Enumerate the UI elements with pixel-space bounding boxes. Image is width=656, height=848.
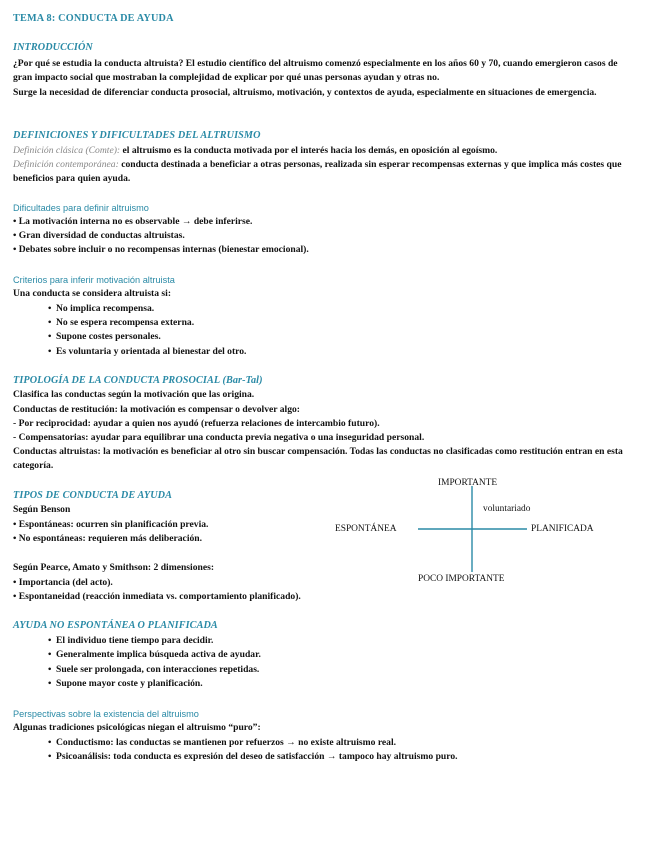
planned-help-heading: AYUDA NO ESPONTÁNEA O PLANIFICADA xyxy=(13,620,218,631)
modern-definition-label: Definición contemporánea: xyxy=(13,159,119,170)
types-line: Según Benson xyxy=(13,504,71,515)
planned-help-item: • Supone mayor coste y planificación. xyxy=(56,677,203,691)
typology-line: Conductas altruistas: la motivación es beneficiar al otro sin buscar compensación. Todas las conductas no clasificadas como restitución entran en esta categoría. xyxy=(13,446,623,472)
perspective-item: • Psicoanálisis: toda conducta es expresión del deseo de satisfacción → tampoco hay altruismo puro. xyxy=(56,750,458,764)
typology-heading: TIPOLOGÍA DE LA CONDUCTA PROSOCIAL (Bar-Tal) xyxy=(13,375,263,386)
quadrant-diagram xyxy=(330,470,630,595)
intro-paragraph-1: ¿Por qué se estudia la conducta altruista? El estudio científico del altruismo comenzó especialmente en los años 60 y 70, cuando emergieron casos de gran impacto social que mostraban la complejidad de explicar por qué unas personas ayudan y otras no. xyxy=(13,58,618,84)
criteria-item: • No implica recompensa. xyxy=(56,302,154,316)
axis-label-bottom: POCO IMPORTANTE xyxy=(418,574,505,584)
criteria-item: • Supone costes personales. xyxy=(56,330,161,344)
classic-definition xyxy=(13,144,638,158)
types-line: • No espontáneas: requieren más deliberación. xyxy=(13,533,203,544)
definitions-heading: DEFINICIONES Y DIFICULTADES DEL ALTRUISMO xyxy=(13,130,261,141)
typology-line: - Por reciprocidad: ayudar a quien nos ayudó (refuerza relaciones de intercambio futuro). xyxy=(13,418,380,429)
perspectives-lead: Algunas tradiciones psicológicas niegan el altruismo “puro”: xyxy=(13,722,261,733)
typology-line: Conductas de restitución: la motivación es compensar o devolver algo: xyxy=(13,404,300,415)
criteria-item: • No se espera recompensa externa. xyxy=(56,316,194,330)
difficulties-heading: Dificultades para definir altruismo xyxy=(13,203,149,213)
types-heading: TIPOS DE CONDUCTA DE AYUDA xyxy=(13,490,173,501)
quadrant-annotation: voluntariado xyxy=(483,504,531,514)
intro-heading: INTRODUCCIÓN xyxy=(13,42,93,53)
modern-definition xyxy=(13,158,638,186)
criteria-item: • Es voluntaria y orientada al bienestar del otro. xyxy=(56,345,246,359)
modern-definition-text: conducta destinada a beneficiar a otras personas, realizada sin esperar recompensas externas y que implica más costes que beneficios para quien ayuda. xyxy=(13,159,622,185)
page-title: TEMA 8: CONDUCTA DE AYUDA xyxy=(13,13,174,24)
types-line: Según Pearce, Amato y Smithson: 2 dimensiones: xyxy=(13,562,215,573)
planned-help-item: • Suele ser prolongada, con interacciones repetidas. xyxy=(56,663,259,677)
axis-label-right: PLANIFICADA xyxy=(531,524,594,534)
difficulty-item: • Debates sobre incluir o no recompensas internas (bienestar emocional). xyxy=(13,244,309,255)
typology-line: Clasifica las conductas según la motivación que las origina. xyxy=(13,389,255,400)
axis-label-left: ESPONTÁNEA xyxy=(335,524,397,534)
planned-help-item: • El individuo tiene tiempo para decidir. xyxy=(56,634,213,648)
perspective-item: • Conductismo: las conductas se mantienen por refuerzos → no existe altruismo real. xyxy=(56,736,396,750)
criteria-lead: Una conducta se considera altruista si: xyxy=(13,288,172,299)
difficulty-item: • Gran diversidad de conductas altruistas. xyxy=(13,230,185,241)
criteria-heading: Criterios para inferir motivación altruista xyxy=(13,275,175,285)
classic-definition-text: el altruismo es la conducta motivada por el interés hacia los demás, en oposición al egoísmo. xyxy=(122,145,498,156)
types-line: • Espontáneas: ocurren sin planificación previa. xyxy=(13,519,209,530)
classic-definition-label: Definición clásica (Comte): xyxy=(13,145,121,156)
intro-paragraph-2: Surge la necesidad de diferenciar conducta prosocial, altruismo, motivación, y contextos de ayuda, especialmente en situaciones de emergencia. xyxy=(13,87,597,98)
typology-line: - Compensatorias: ayudar para equilibrar una conducta previa negativa o una inseguridad personal. xyxy=(13,432,425,443)
axis-label-top: IMPORTANTE xyxy=(438,478,498,488)
types-line: • Espontaneidad (reacción inmediata vs. comportamiento planificado). xyxy=(13,591,301,602)
difficulty-item: • La motivación interna no es observable → debe inferirse. xyxy=(13,216,253,227)
perspectives-heading: Perspectivas sobre la existencia del altruismo xyxy=(13,709,199,719)
planned-help-item: • Generalmente implica búsqueda activa de ayudar. xyxy=(56,648,261,662)
types-line: • Importancia (del acto). xyxy=(13,577,113,588)
